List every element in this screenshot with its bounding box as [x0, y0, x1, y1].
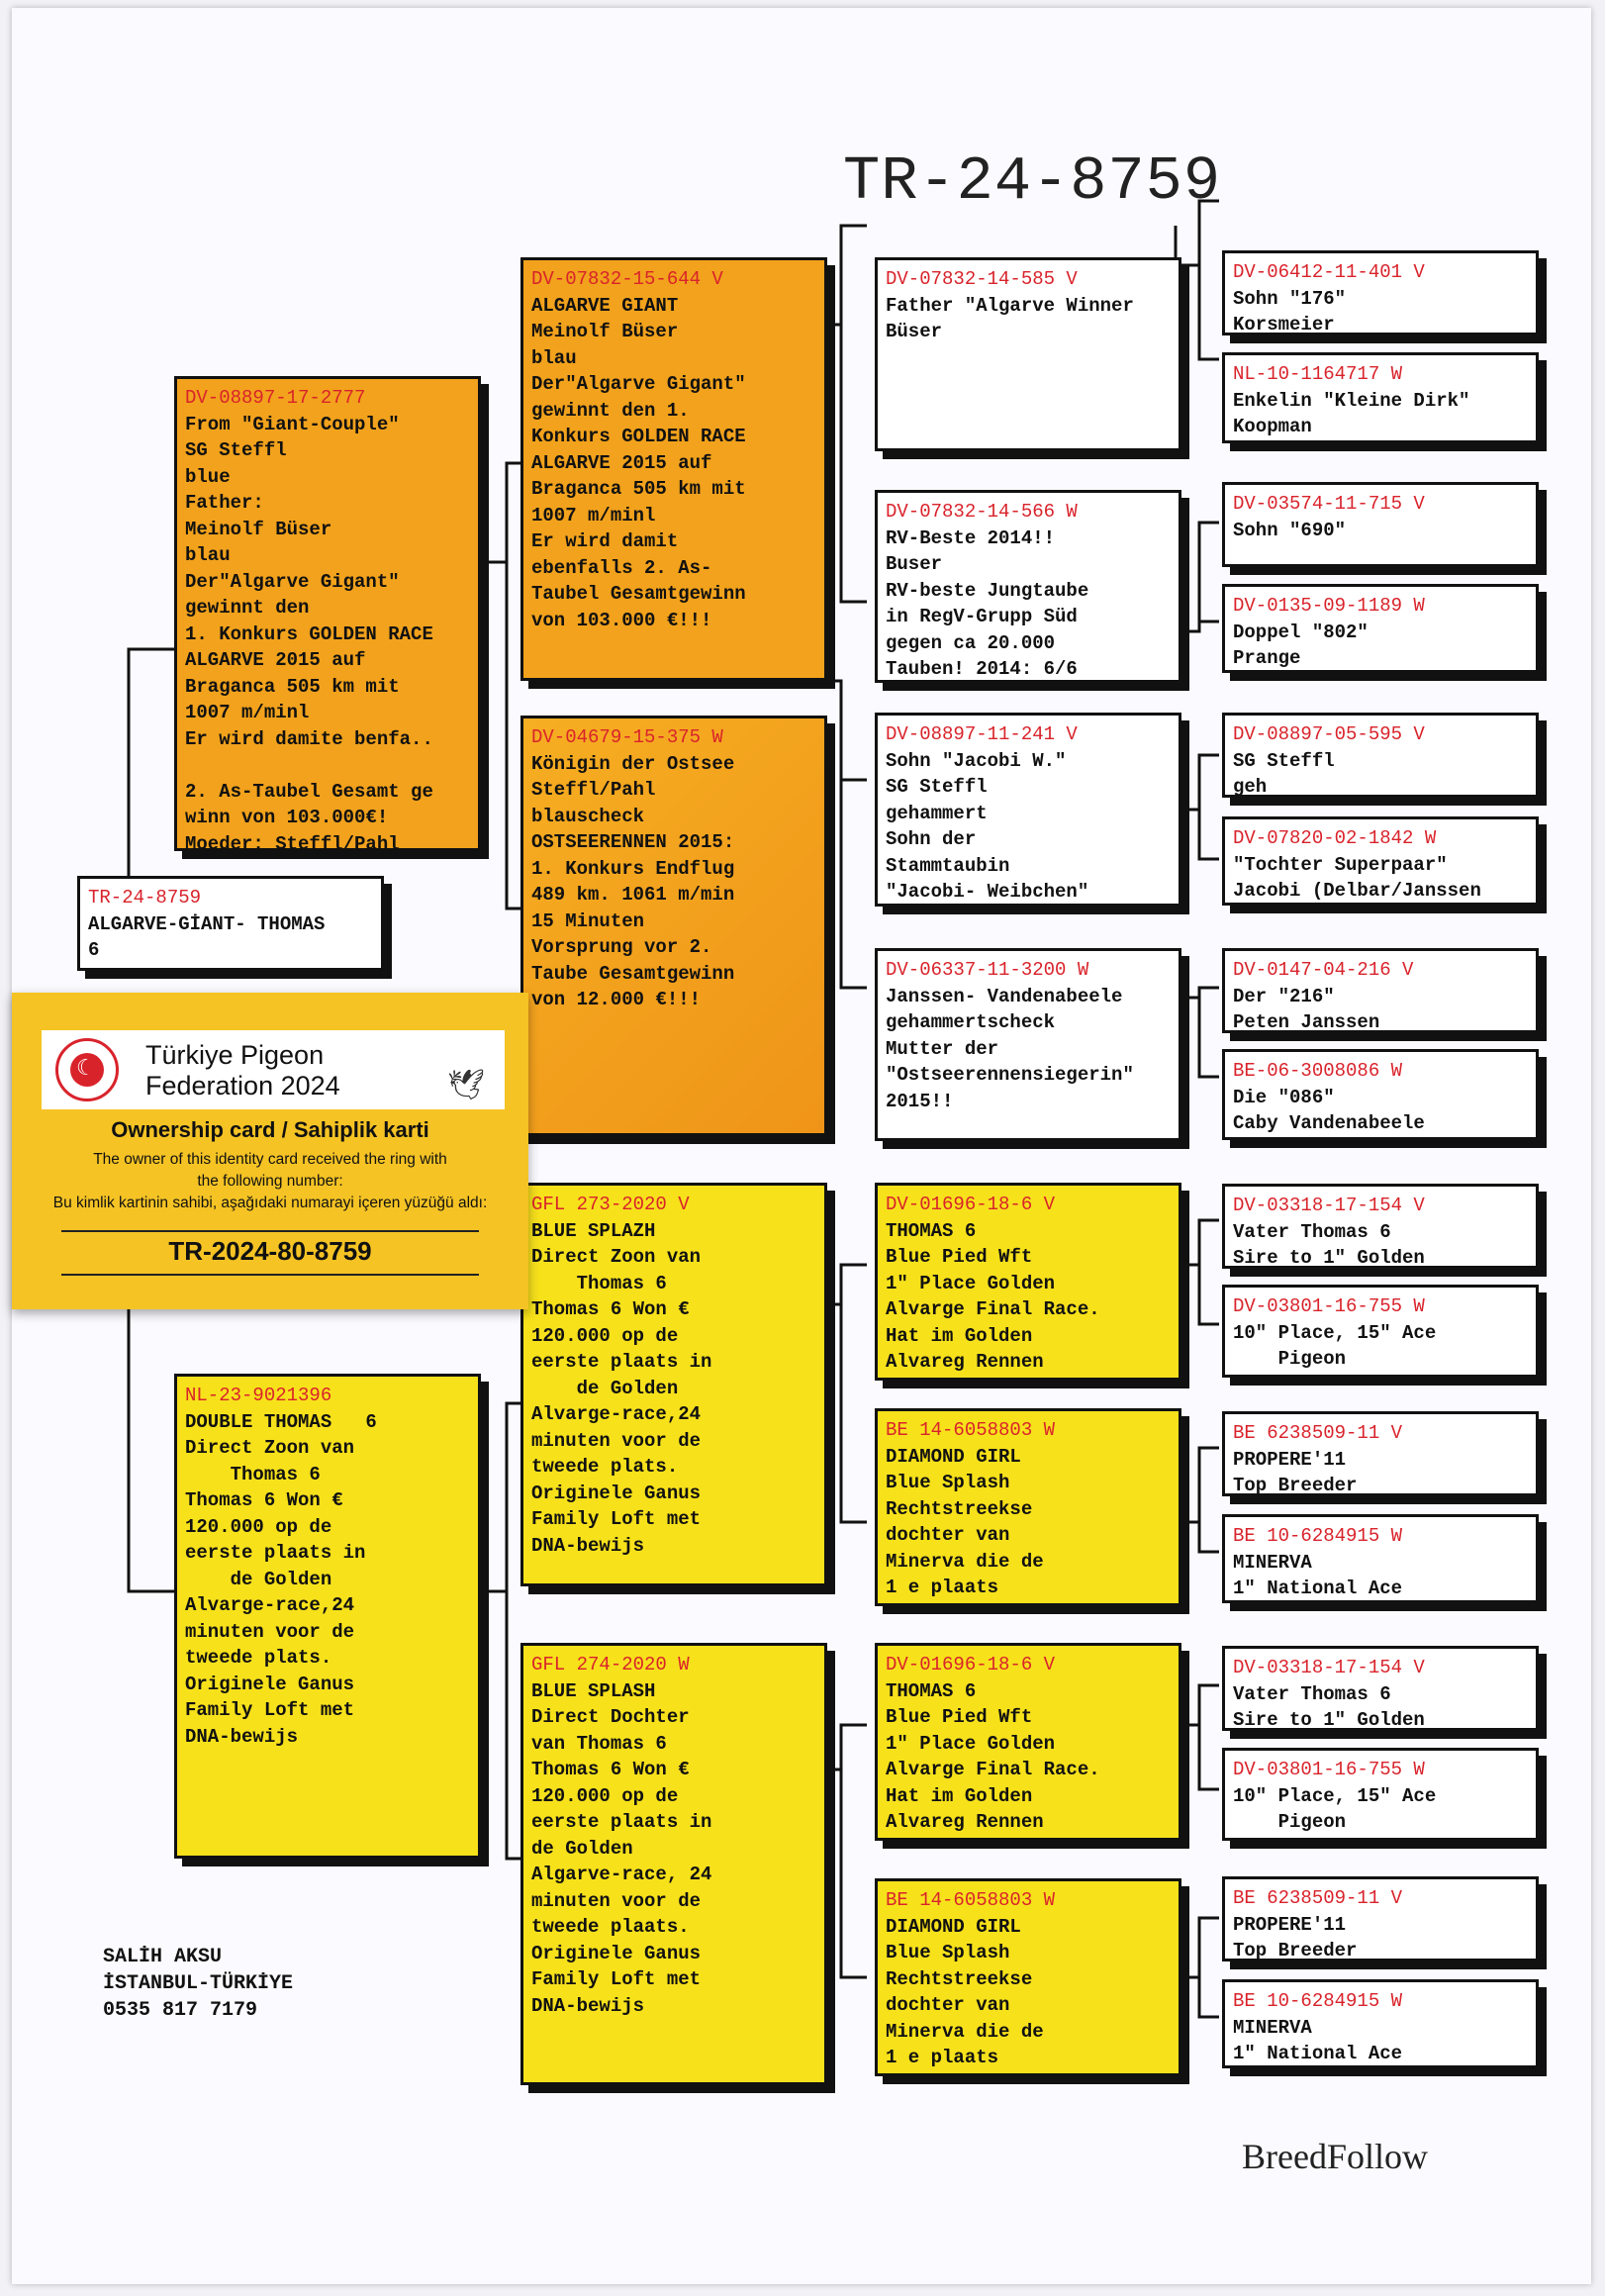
box-text-line: Doppel "802" — [1233, 621, 1369, 643]
box-text-line: Meinolf Büser — [185, 518, 332, 540]
box-text-line: blau — [531, 346, 577, 369]
box-text-line: BLUE SPLASH — [531, 1679, 656, 1702]
box-text-line: From "Giant-Couple" — [185, 413, 400, 435]
box-text-line: DIAMOND GIRL — [886, 1915, 1021, 1938]
box-text-line: Direct Zoon van — [185, 1437, 355, 1459]
box-text-line: Stammtaubin — [886, 854, 1010, 877]
box-text-line: RV-beste Jungtaube — [886, 579, 1089, 602]
box-text-line: blue — [185, 465, 231, 488]
box-text-line: blau — [185, 544, 231, 566]
ring-number: DV-01696-18-6 V — [886, 1194, 1056, 1215]
pedigree-box-g12 — [1222, 1514, 1539, 1603]
ring-number: DV-08897-17-2777 — [185, 387, 366, 409]
box-text-line: Sire to 1" Golden — [1233, 1247, 1425, 1269]
box-text-line: dochter van — [886, 1994, 1010, 2016]
card-rule-bottom — [61, 1274, 479, 1276]
pedigree-box-sd — [520, 716, 827, 1136]
box-text-line: Die "086" — [1233, 1086, 1335, 1108]
box-text-line: THOMAS 6 — [886, 1679, 977, 1702]
ring-number: DV-03801-16-755 W — [1233, 1295, 1425, 1317]
ring-number: NL-10-1164717 W — [1233, 363, 1403, 385]
ring-number: DV-08897-11-241 V — [886, 723, 1078, 745]
card-header — [42, 1030, 505, 1109]
ring-number: DV-03574-11-715 V — [1233, 493, 1425, 515]
ring-number: DV-03801-16-755 W — [1233, 1759, 1425, 1780]
box-text-line: SG Steffl — [1233, 749, 1335, 772]
box-text-line: Minerva die de — [886, 1550, 1044, 1573]
box-text-line: Sohn der — [886, 828, 977, 850]
pedigree-box-g11 — [1222, 1411, 1539, 1496]
pedigree-box-g3 — [1222, 482, 1539, 567]
box-text-line: DNA-bewijs — [531, 1534, 645, 1557]
box-text-line: Er wird damite benfa.. — [185, 727, 433, 750]
box-text-line: tweede plats. — [185, 1647, 332, 1669]
ring-number: DV-08897-05-595 V — [1233, 723, 1425, 745]
box-text-line: SG Steffl — [185, 439, 287, 461]
box-text-line: 2. As-Taubel Gesamt ge — [185, 780, 433, 803]
box-text-line: von 12.000 €!!! — [531, 989, 702, 1010]
box-text-line: ebenfalls 2. As- — [531, 556, 712, 579]
box-text-line: 2015!! — [886, 1090, 954, 1112]
box-text-line: SG Steffl — [886, 776, 988, 798]
box-text-line: gehammertscheck — [886, 1011, 1056, 1033]
box-text-line: Caby Vandenabeele — [1233, 1112, 1425, 1134]
box-text-line: Minerva die de — [886, 2020, 1044, 2043]
box-text-line: 1" Place Golden — [886, 1732, 1056, 1755]
pedigree-box-g13 — [1222, 1646, 1539, 1731]
box-text-line: Mutter der — [886, 1037, 999, 1060]
pedigree-box-ds — [520, 1183, 827, 1586]
box-text-line: Korsmeier — [1233, 314, 1335, 335]
box-text-line: Peten Janssen — [1233, 1011, 1380, 1033]
ring-number: DV-06412-11-401 V — [1233, 261, 1425, 283]
box-text-line: DOUBLE THOMAS 6 — [185, 1410, 377, 1433]
box-text-line: 1 e plaats — [886, 1577, 999, 1598]
owner-phone: 0535 817 7179 — [103, 1999, 258, 2022]
box-text-line: in RegV-Grupp Süd — [886, 606, 1078, 627]
box-text-line: minuten voor de — [531, 1889, 702, 1912]
ring-number: DV-07820-02-1842 W — [1233, 827, 1437, 849]
ring-number: DV-03318-17-154 V — [1233, 1195, 1425, 1216]
box-text-line: de Golden — [531, 1377, 679, 1399]
box-text-line: Blue Splash — [886, 1942, 1010, 1963]
box-text-line: gegen ca 20.000 — [886, 631, 1056, 654]
pedigree-box-g1 — [1222, 250, 1539, 335]
box-text-line: Father "Algarve Winner — [886, 294, 1134, 317]
pedigree-box-dss — [875, 1183, 1181, 1381]
ring-number: DV-04679-15-375 W — [531, 726, 723, 748]
pedigree-box-g9 — [1222, 1184, 1539, 1269]
box-text-line: ALGARVE-GİANT- THOMAS — [88, 912, 326, 935]
box-text-line: 120.000 op de — [531, 1324, 679, 1347]
pedigree-box-ddd — [875, 1878, 1181, 2076]
box-text-line: Der"Algarve Gigant" — [531, 373, 746, 395]
box-text-line: minuten voor de — [185, 1620, 355, 1643]
box-text-line: eerste plaats in — [185, 1542, 366, 1564]
box-text-line: Rechtstreekse — [886, 1967, 1033, 1990]
box-text-line: Alvareg Rennen — [886, 1351, 1044, 1373]
box-text-line: eerste plaats in — [531, 1811, 712, 1833]
box-text-line: Direct Zoon van — [531, 1246, 702, 1268]
box-text-line: "Tochter Superpaar" — [1233, 853, 1448, 876]
box-text-line: Blue Splash — [886, 1472, 1010, 1493]
owner-name: SALİH AKSU — [103, 1946, 223, 1968]
box-text-line: tweede plats. — [531, 1456, 679, 1478]
box-text-line: Originele Ganus — [531, 1482, 702, 1504]
box-text-line: Vater Thomas 6 — [1233, 1220, 1391, 1243]
ring-number: BE 10-6284915 W — [1233, 1990, 1403, 2012]
box-text-line: Thomas 6 Won € — [531, 1298, 690, 1320]
ring-number: GFL 274-2020 W — [531, 1654, 690, 1675]
box-text-line: Direct Dochter — [531, 1706, 690, 1728]
ring-number: DV-07832-14-585 V — [886, 268, 1078, 290]
box-text-line: 1" National Ace — [1233, 1578, 1403, 1599]
card-ring-number: TR-2024-80-8759 — [168, 1236, 372, 1266]
pedigree-box-ssd — [875, 490, 1181, 683]
box-text-line: Vorsprung vor 2. — [531, 936, 712, 958]
pedigree-box-sire — [174, 376, 481, 851]
pedigree-box-g10 — [1222, 1285, 1539, 1378]
box-text-line: DNA-bewijs — [531, 1994, 645, 2017]
pedigree-box-sss — [875, 257, 1181, 451]
box-text-line: Blue Pied Wft — [886, 1706, 1033, 1728]
box-text-line: Thomas 6 — [185, 1463, 321, 1485]
box-text-line: ALGARVE GIANT — [531, 294, 679, 317]
pedigree-box-dds — [875, 1643, 1181, 1841]
box-text-line: Top Breeder — [1233, 1940, 1358, 1961]
box-text-line: Hat im Golden — [886, 1784, 1033, 1807]
box-text-line: Blue Pied Wft — [886, 1246, 1033, 1268]
ring-number: DV-07832-15-644 V — [531, 268, 723, 290]
ring-number: DV-03318-17-154 V — [1233, 1657, 1425, 1678]
box-text-line: 1. Konkurs GOLDEN RACE — [185, 622, 433, 645]
box-text-line: ALGARVE 2015 auf — [185, 649, 366, 671]
pedigree-box-g4 — [1222, 584, 1539, 673]
box-text-line: 1" Place Golden — [886, 1272, 1056, 1294]
card-description: The owner of this identity card received the ring with the following number: Bu kimlik kartinin sahibi, aşağıdaki numarayi içeren yüzüğü aldı: — [52, 1151, 488, 1211]
box-text-line: minuten voor de — [531, 1429, 702, 1452]
pedigree-box-dam — [174, 1374, 481, 1859]
pedigree-box-g15 — [1222, 1876, 1539, 1961]
box-text-line: Sire to 1" Golden — [1233, 1709, 1425, 1731]
pedigree-box-g14 — [1222, 1748, 1539, 1841]
box-text-line: 15 Minuten — [531, 909, 645, 932]
ring-number: BE 6238509-11 V — [1233, 1422, 1403, 1444]
ring-number: DV-0135-09-1189 W — [1233, 595, 1425, 617]
box-text-line: PROPERE'11 — [1233, 1448, 1347, 1471]
box-text-line: Taubel Gesamtgewinn — [531, 583, 746, 605]
box-text-line: 10" Place, 15" Ace — [1233, 1321, 1437, 1344]
box-text-line: DNA-bewijs — [185, 1725, 299, 1748]
box-text-line — [185, 752, 470, 779]
box-text-line: Tauben! 2014: 6/6 — [886, 658, 1078, 680]
pigeon-icon: 🕊 — [447, 1069, 486, 1101]
box-text-line: DIAMOND GIRL — [886, 1445, 1021, 1468]
pedigree-box-g7 — [1222, 948, 1539, 1033]
box-text-line: Alvarge-race,24 — [531, 1403, 702, 1425]
box-text-line: RV-Beste 2014!! — [886, 526, 1056, 549]
box-text-line: OSTSEERENNEN 2015: — [531, 831, 735, 853]
pedigree-box-dsd — [875, 1408, 1181, 1606]
box-text-line: tweede plaats. — [531, 1916, 690, 1938]
ring-number: DV-0147-04-216 V — [1233, 959, 1414, 981]
box-text-line: dochter van — [886, 1524, 1010, 1546]
box-text-line: Thomas 6 Won € — [531, 1759, 690, 1780]
box-text-line: Sohn "690" — [1233, 519, 1347, 541]
box-text-line: Steffl/Pahl — [531, 779, 656, 801]
box-text-line: 1. Konkurs Endflug — [531, 857, 735, 880]
box-text-line: winn von 103.000€! — [185, 807, 389, 828]
box-text-line: Moeder: Steffl/Pahl — [185, 832, 400, 851]
box-text-line: Top Breeder — [1233, 1475, 1358, 1496]
box-text-line: 1007 m/minl — [531, 504, 656, 526]
box-text-line: Jacobi (Delbar/Janssen — [1233, 880, 1481, 902]
box-text-line: PROPERE'11 — [1233, 1913, 1347, 1936]
box-text-line: "Ostseerennensiegerin" — [886, 1064, 1134, 1086]
box-text-line: Family Loft met — [185, 1699, 355, 1721]
ring-number: BE 6238509-11 V — [1233, 1887, 1403, 1909]
pedigree-box-sdd — [875, 948, 1181, 1141]
box-text-line: 6 — [88, 939, 100, 961]
box-text-line: Vater Thomas 6 — [1233, 1682, 1391, 1705]
box-text-line: blauscheck — [531, 805, 645, 827]
ownership-card — [12, 993, 528, 1309]
box-text-line: MINERVA — [1233, 1551, 1312, 1574]
box-text-line: Buser — [886, 553, 943, 575]
box-text-line: Family Loft met — [531, 1508, 702, 1530]
box-text-line: Sohn "176" — [1233, 287, 1347, 310]
box-text-line: eerste plaats in — [531, 1351, 712, 1373]
box-text-line: de Golden — [185, 1568, 332, 1590]
pedigree-box-g6 — [1222, 816, 1539, 906]
box-text-line: Meinolf Büser — [531, 321, 679, 342]
pedigree-box-sds — [875, 713, 1181, 907]
box-text-line: MINERVA — [1233, 2016, 1312, 2039]
box-text-line: Prange — [1233, 647, 1301, 669]
box-text-line: 1007 m/minl — [185, 702, 310, 723]
box-text-line: Thomas 6 — [531, 1272, 667, 1294]
box-text-line: BLUE SPLAZH — [531, 1219, 656, 1242]
box-text-line: Rechtstreekse — [886, 1497, 1033, 1520]
box-text-line: Hat im Golden — [886, 1324, 1033, 1347]
box-text-line: THOMAS 6 — [886, 1219, 977, 1242]
card-rule-top — [61, 1230, 479, 1232]
pedigree-box-g5 — [1222, 713, 1539, 798]
box-text-line: Janssen- Vandenabeele — [886, 985, 1123, 1007]
ring-number: TR-24-8759 — [88, 887, 202, 909]
box-text-line: Alvareg Rennen — [886, 1811, 1044, 1833]
box-text-line: Koopman — [1233, 416, 1312, 437]
box-text-line: Pigeon — [1233, 1348, 1347, 1370]
box-text-line: Sohn "Jacobi W." — [886, 749, 1067, 772]
box-text-line: Königin der Ostsee — [531, 752, 735, 775]
box-text-line: Alvarge-race,24 — [185, 1594, 355, 1616]
ring-number: BE 10-6284915 W — [1233, 1525, 1403, 1547]
box-text-line: Der "216" — [1233, 985, 1335, 1007]
box-text-line: 1" National Ace — [1233, 2043, 1403, 2064]
box-text-line: Konkurs GOLDEN RACE — [531, 426, 746, 447]
card-title: Ownership card / Sahiplik karti — [111, 1117, 429, 1142]
ring-number: DV-07832-14-566 W — [886, 501, 1078, 523]
ring-number: DV-01696-18-6 V — [886, 1654, 1056, 1675]
pedigree-box-dd — [520, 1643, 827, 2085]
box-text-line: van Thomas 6 — [531, 1732, 667, 1755]
brand-logo-text: BreedFollow — [1242, 2137, 1428, 2176]
box-text-line: geh — [1233, 776, 1268, 798]
box-text-line: Thomas 6 Won € — [185, 1489, 343, 1511]
box-text-line: Algarve-race, 24 — [531, 1864, 712, 1885]
box-text-line: gehammert — [886, 802, 988, 824]
box-text-line: Der"Algarve Gigant" — [185, 570, 400, 593]
ring-number: BE 14-6058803 W — [886, 1889, 1056, 1911]
box-text-line: Büser — [886, 321, 943, 342]
box-text-line: Er wird damit — [531, 530, 679, 552]
ring-number: BE 14-6058803 W — [886, 1419, 1056, 1441]
box-text-line: Pigeon — [1233, 1811, 1347, 1833]
federation-name: Türkiye Pigeon Federation 2024 — [145, 1040, 340, 1100]
box-text-line: "Jacobi- Weibchen" — [886, 881, 1089, 903]
box-text-line: Taube Gesamtgewinn — [531, 962, 735, 985]
ring-number: BE-06-3008086 W — [1233, 1060, 1403, 1082]
box-text-line: Alvarge Final Race. — [886, 1759, 1100, 1780]
box-text-line: Father: — [185, 492, 264, 514]
box-text-line: 489 km. 1061 m/min — [531, 884, 735, 906]
box-text-line: 120.000 op de — [531, 1784, 679, 1807]
pedigree-box-subject — [77, 876, 384, 971]
box-text-line: 1 e plaats — [886, 2047, 999, 2068]
box-text-line: 10" Place, 15" Ace — [1233, 1784, 1437, 1807]
box-text-line: Originele Ganus — [185, 1673, 355, 1695]
box-text-line: 120.000 op de — [185, 1515, 332, 1538]
ring-number: NL-23-9021396 — [185, 1385, 332, 1406]
pedigree-box-g16 — [1222, 1979, 1539, 2068]
pedigree-box-ss — [520, 257, 827, 681]
box-text-line: von 103.000 €!!! — [531, 609, 712, 631]
box-text-line: Braganca 505 km mit — [531, 478, 746, 500]
box-text-line: Alvarge Final Race. — [886, 1298, 1100, 1320]
box-text-line: ALGARVE 2015 auf — [531, 451, 712, 474]
box-text-line: Originele Ganus — [531, 1942, 702, 1964]
ring-number: DV-06337-11-3200 W — [886, 959, 1089, 981]
box-text-line: Braganca 505 km mit — [185, 675, 400, 698]
federation-emblem-icon: ☾ — [55, 1038, 119, 1101]
box-text-line: de Golden — [531, 1837, 633, 1860]
pedigree-title: TR-24-8759 — [843, 146, 1222, 217]
ring-number: GFL 273-2020 V — [531, 1194, 690, 1215]
box-text-line: Family Loft met — [531, 1968, 702, 1990]
pedigree-box-g2 — [1222, 352, 1539, 443]
box-text-line: gewinnt den — [185, 597, 310, 619]
owner-info — [103, 1944, 293, 2024]
pedigree-box-g8 — [1222, 1049, 1539, 1140]
owner-city: İSTANBUL-TÜRKİYE — [103, 1972, 294, 1995]
box-text-line: Enkelin "Kleine Dirk" — [1233, 389, 1470, 412]
box-text-line: gewinnt den 1. — [531, 399, 690, 422]
